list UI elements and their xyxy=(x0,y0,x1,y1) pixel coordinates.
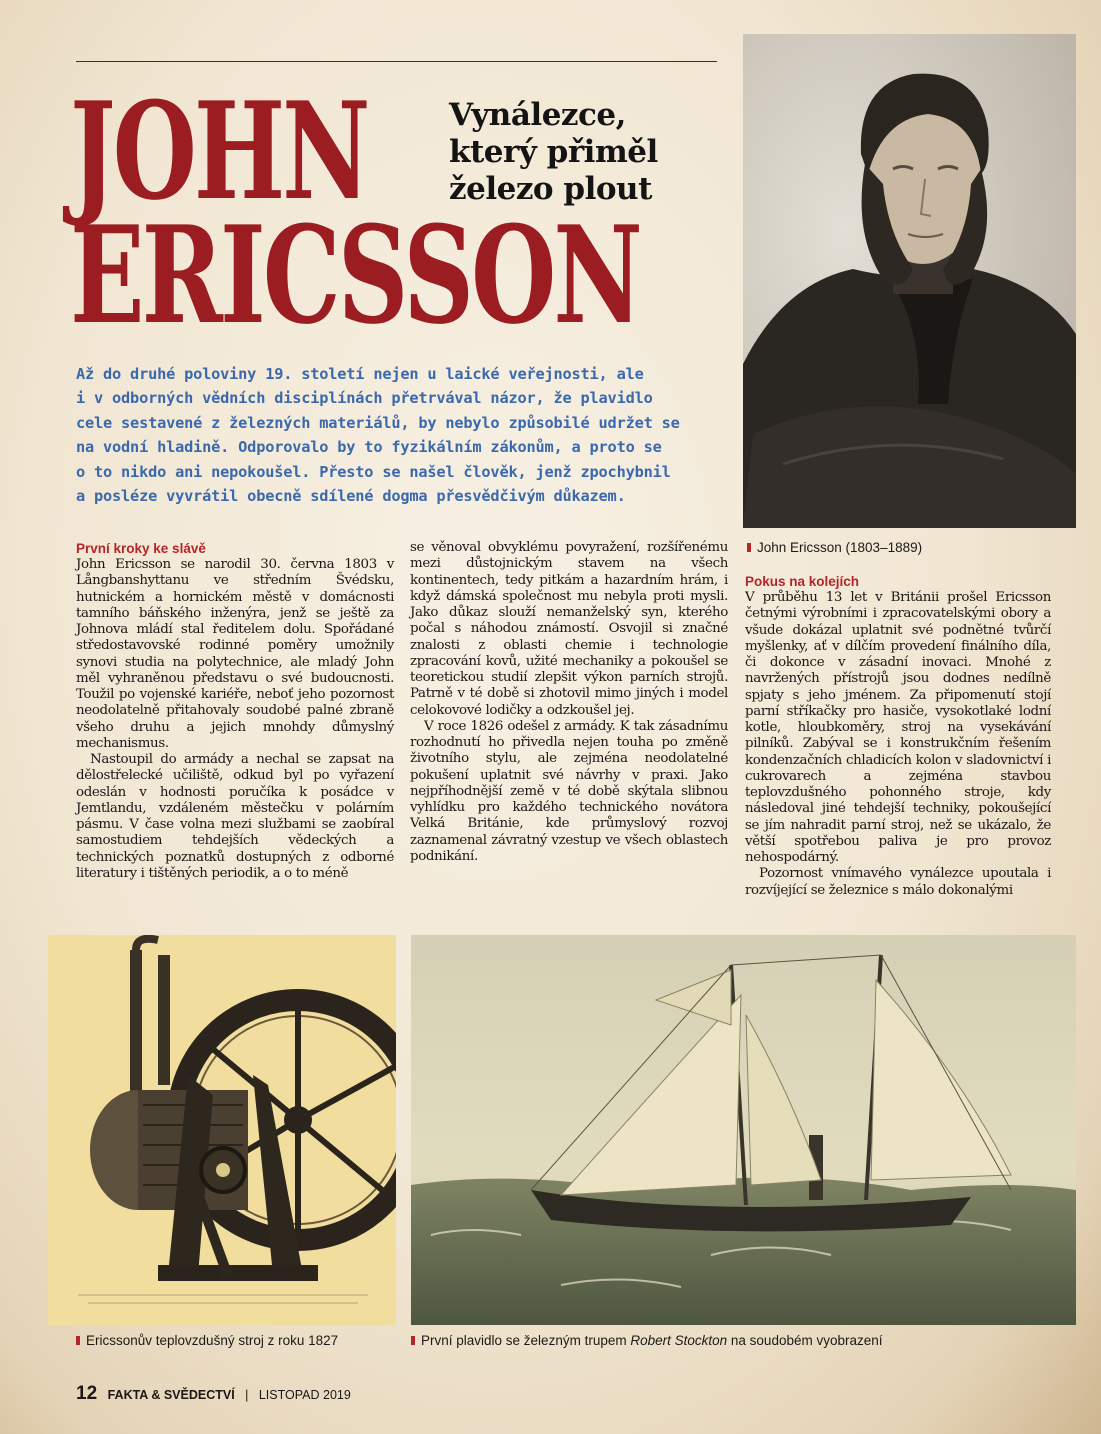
page-number: 12 xyxy=(76,1383,98,1404)
portrait-caption-text: John Ericsson (1803–1889) xyxy=(757,540,923,555)
caption-marker xyxy=(76,1336,80,1345)
ship-caption-text: První plavidlo se železným trupem xyxy=(421,1333,631,1348)
lead-line: na vodní hladině. Odporovalo by to fyzikálním zákonům, a proto se xyxy=(76,438,662,457)
magazine-name: FAKTA & SVĚDECTVÍ xyxy=(107,1388,235,1402)
body-paragraph: Pozornost vnímavého vynálezce upoutala i rozvíjející se železnice s málo dokonalými xyxy=(745,866,1051,898)
lead-line: Až do druhé poloviny 19. století nejen u laické veřejnosti, ale xyxy=(76,365,644,383)
article-column-1 xyxy=(76,540,394,882)
lead-line: a posléze vyvrátil obecně sdílené dogma přesvědčivým důkazem. xyxy=(76,487,626,506)
body-paragraph: Nastoupil do armády a nechal se zapsat na dělostřelecké učiliště, odkud byl po vyřazení odeslán v hodnosti poručíka k posádce v Jemtlandu, vzdáleném městečku v polárním pásmu. V čase volna mezi službami se zaobíral samostudiem tehdejších vědeckých a technických poznatků dostupných z odborné literatury i tištěných periodik, a o to méně xyxy=(76,752,394,881)
lead-line: cele sestavené z železných materiálů, by nebylo způsobilé udržet se xyxy=(76,413,680,432)
title-last-name: ERICSSON xyxy=(70,196,640,354)
ship-illustration xyxy=(411,935,1076,1325)
lead-line: i v odborných vědních disciplínách přetrvával názor, že plavidlo xyxy=(76,389,653,408)
subtitle-line: Vynálezce, xyxy=(449,97,626,133)
body-paragraph: John Ericsson se narodil 30. června 1803 v Långbanshyttanu ve středním Švédsku, hutnickém a hornickém městě v domácnosti tamního báňského inženýra, jenž se ještě za Johnova mládí stal ředitelem dolu. Spořádané středostavovské rodinné poměry umožnily synovi studia na polytechnice, ale mladý John měl vyhraněnou představu o své budoucnosti. Toužil po vojenské kariéře, neboť jeho pozornost neodolatelně přitahovaly soudobé palné zbraně všeho druhu a jejich mnohdy důmyslný mechanismus. xyxy=(76,557,394,751)
lead-paragraph xyxy=(76,362,726,508)
lead-line: o to nikdo ani nepokoušel. Přesto se našel člověk, jenž zpochybnil xyxy=(76,462,671,481)
engine-caption-text: Ericssonův teplovzdušný stroj z roku 1827 xyxy=(86,1333,339,1348)
subtitle-line: železo plout xyxy=(449,171,652,207)
body-paragraph: se věnoval obvyklému povyražení, rozšířenému mezi důstojnickým stavem na všech kontinentech, tedy pitkám a hazardním hrám, i když dámská společnost mu nebyla proti mysli. Jako důkaz slouží nemanželský syn, kterého počal s náhodou známostí. Osvojil si značné znalosti z oblasti chemie i technologie zpracování kovů, užité mechaniky a pokoušel se teoretickou studií zlepšit výkon parních strojů. Patrně v té době si zhotovil mimo jiných i model celokovové lodičky a odzkoušel jej. xyxy=(410,540,728,718)
ship-name: Robert Stockton xyxy=(630,1333,728,1348)
body-paragraph: V roce 1826 odešel z armády. K tak zásadnímu rozhodnutí ho přivedla nejen touha po změně životního stylu, ale zejména neodolatelné pokušení uplatnit své návrhy v praxi. Jako nejpříhodnější země v té době skýtala slibnou vyhlídku pro každého technického novátora Velká Británie, kde průmyslový rozvoj zaznamenal závratný vzestup ve všech oblastech podnikání. xyxy=(410,718,728,864)
article-column-3 xyxy=(745,573,1051,899)
page-footer xyxy=(76,1383,351,1405)
ship-caption-text-end: na soudobém vyobrazení xyxy=(727,1333,883,1348)
caption-marker xyxy=(747,543,751,552)
footer-separator: | xyxy=(245,1388,249,1402)
body-paragraph: V průběhu 13 let v Británii prošel Ericsson četnými výrobními i zpracovatelskými obory a všude dokázal uplatnit své podnětné tvůrčí myšlenky, ať v dílčím provedení finálního díla, či dokonce v zásadní inovaci. Mnohé z navržených přístrojů jsou dodnes nedílně spjaty s jeho jménem. Za připomenutí stojí parní stříkačky pro hasiče, vysokotlaké lodní kotle, hloubkoměry, stroj na vysekávání pilníků. Zabýval se i konstrukčním řešením kondenzačních chladicích kolon v sladovnictví i cukrovarech a zejména stavbou teplovzdušného pohonného stroje, kdy následoval jiné tehdejší techniky, pokoušející se jím nahradit parní stroj, než se ukázalo, že větší spotřebou paliva je pro provoz nehospodárný. xyxy=(745,590,1051,865)
top-rule xyxy=(76,61,717,62)
caption-marker xyxy=(411,1336,415,1345)
engine-illustration xyxy=(48,935,396,1325)
title-first-name: JOHN xyxy=(70,72,368,230)
ship-caption xyxy=(411,1333,883,1348)
article-column-2 xyxy=(410,540,728,865)
subtitle-line: který přiměl xyxy=(449,134,658,170)
issue-date: LISTOPAD 2019 xyxy=(258,1388,351,1402)
subtitle xyxy=(449,97,689,208)
portrait-caption xyxy=(747,540,922,555)
engine-caption xyxy=(76,1333,338,1348)
section-heading: Pokus na kolejích xyxy=(745,574,860,589)
section-heading: První kroky ke slávě xyxy=(76,541,206,556)
portrait-photo xyxy=(743,34,1076,528)
